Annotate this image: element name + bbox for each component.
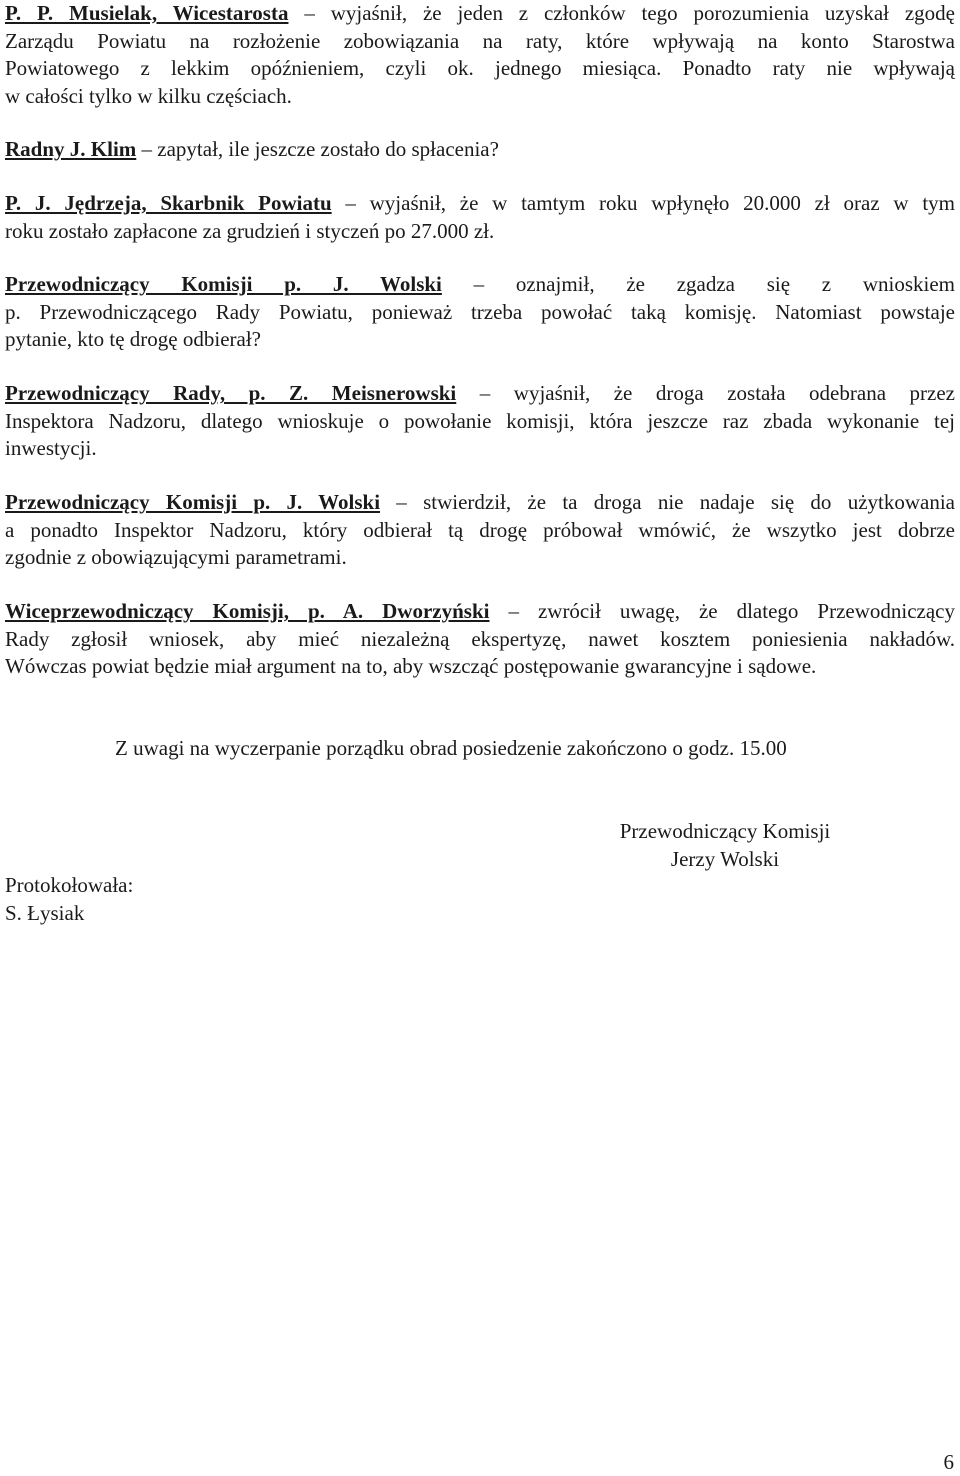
paragraph-text: a ponadto Inspektor Nadzoru, który odbierał tą drogę próbował wmówić, że wszytko jest dobrze: [5, 517, 955, 542]
paragraph-klim: [5, 136, 955, 164]
paragraph-text: – oznajmił, że zgadza się z wnioskiem: [441, 272, 956, 296]
speaker-name: Przewodniczący Komisji p. J. Wolski: [5, 490, 381, 514]
paragraph-jedrzeja: [5, 190, 955, 245]
closing-statement: Z uwagi na wyczerpanie porządku obrad posiedzenie zakończono o godz. 15.00: [115, 736, 787, 760]
paragraph-text: – wyjaśnił, że w tamtym roku wpłynęło 20.000 zł oraz w tym: [331, 191, 955, 215]
paragraph-text: zgodnie z obowiązującymi parametrami.: [5, 545, 347, 569]
paragraph-text: – wyjaśnił, że jeden z członków tego porozumienia uzyskał zgodę: [288, 1, 955, 25]
protocol-name: S. Łysiak: [5, 900, 85, 925]
signature-title: Przewodniczący Komisji: [619, 819, 831, 843]
protocol-label: Protokołowała:: [5, 873, 134, 897]
paragraph-text: Wówczas powiat będzie miał argument na to, aby wszcząć postępowanie gwarancyjne i sądowe.: [5, 654, 817, 678]
paragraph-text: w całości tylko w kilku częściach.: [5, 83, 292, 108]
paragraph-text: roku zostało zapłacone za grudzień i styczeń po 27.000 zł.: [5, 218, 495, 243]
speaker-name: P. P. Musielak, Wicestarosta: [5, 1, 289, 25]
paragraph-wolski-2: [5, 489, 955, 572]
speaker-name: Przewodniczący Rady, p. Z. Meisnerowski: [5, 381, 457, 405]
speaker-name: Wiceprzewodniczący Komisji, p. A. Dworzyński: [5, 599, 490, 623]
paragraph-text: – stwierdził, że ta droga nie nadaje się do użytkowania: [380, 490, 956, 514]
signature-name: Jerzy Wolski: [670, 846, 780, 871]
paragraph-text: pytanie, kto tę drogę odbierał?: [5, 327, 261, 351]
paragraph-text: – zapytał, ile jeszcze zostało do spłacenia?: [136, 137, 499, 161]
speaker-name: Radny J. Klim: [5, 137, 137, 161]
paragraph-text: – wyjaśnił, że droga została odebrana przez: [456, 381, 955, 405]
paragraph-text: p. Przewodniczącego Rady Powiatu, ponieważ trzeba powołać taką komisję. Natomiast powstaje: [5, 299, 955, 324]
paragraph-text: inwestycji.: [5, 436, 97, 460]
speaker-name: P. J. Jędrzeja, Skarbnik Powiatu: [5, 191, 332, 215]
paragraph-text: Rady zgłosił wniosek, aby mieć niezależną ekspertyzę, nawet kosztem poniesienia nakładów.: [5, 626, 955, 651]
protocol-block: [5, 872, 133, 927]
speaker-name: Przewodniczący Komisji p. J. Wolski: [5, 272, 442, 296]
paragraph-text: Inspektora Nadzoru, dlatego wnioskuje o powołanie komisji, która jeszcze raz zbada wykonanie tej: [5, 408, 955, 433]
paragraph-dworzynski: [5, 598, 955, 681]
paragraph-musielak: [5, 0, 955, 110]
paragraph-wolski-1: [5, 271, 955, 354]
signature-block: [570, 818, 880, 873]
paragraph-text: Zarządu Powiatu na rozłożenie zobowiązania na raty, które wpływają na konto Starostwa: [5, 28, 955, 53]
paragraph-text: Powiatowego z lekkim opóźnieniem, czyli ok. jednego miesiąca. Ponadto raty nie wpływają: [5, 56, 955, 80]
paragraph-meisnerowski: [5, 380, 955, 463]
page-number: 6: [943, 1450, 954, 1474]
paragraph-text: – zwrócił uwagę, że dlatego Przewodniczący: [489, 599, 955, 623]
